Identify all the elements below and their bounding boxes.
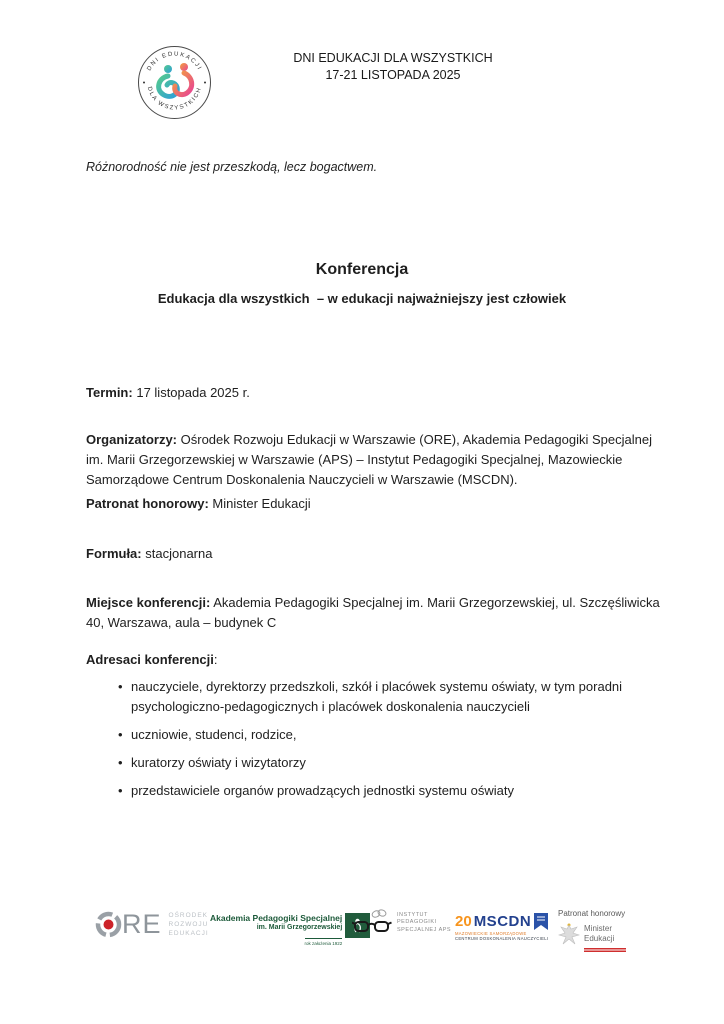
ips-logo [352, 909, 451, 937]
ips-text-line: PEDAGOGIKI [397, 919, 437, 926]
ore-ring-icon [95, 911, 122, 938]
list-item-text: nauczyciele, dyrektorzy przedszkoli, szkół i placówek systemu oświaty, w tym poradni psychologiczno-pedagogicznych i placówek doskonalenia nauczycieli [131, 679, 623, 714]
mscdn-subtitle-line2: CENTRUM DOSKONALENIA NAUCZYCIELI [455, 936, 549, 941]
mscdn-row [455, 913, 548, 930]
motto-text: Różnorodność nie jest przeszkodą, lecz bogactwem. [86, 160, 378, 174]
field-termin-value: 17 listopada 2025 r. [136, 385, 250, 400]
adresaci-section [86, 650, 676, 809]
field-organizatorzy [86, 430, 664, 490]
field-miejsce-value: Akademia Pedagogiki Specjalnej im. Marii Grzegorzewskiej, ul. Szczęśliwicka 40, Warszawa, aula – budynek C [86, 595, 660, 630]
aps-name-line1: Akademia Pedagogiki Specjalnej [210, 913, 343, 923]
ips-text-line: INSTYTUT [397, 911, 428, 918]
aps-logo [210, 913, 370, 950]
field-miejsce [86, 593, 664, 633]
ore-name [169, 911, 209, 938]
list-item [86, 677, 676, 717]
stamp-arc-top-text: DNI EDUKACJI [146, 51, 203, 73]
patronat-logo [558, 909, 626, 952]
page-title: Konferencja [315, 261, 409, 278]
ore-name-line: ROZWOJU [168, 921, 209, 928]
document-header [31, 50, 724, 84]
patronat-row [558, 922, 626, 946]
adresaci-heading-label: Adresaci konferencji [86, 652, 214, 667]
ore-letters: RE [122, 909, 162, 939]
ore-name-line: EDUKACJI [168, 930, 209, 937]
list-item [86, 781, 676, 801]
header-line2: 17-21 LISTOPADA 2025 [325, 68, 461, 82]
aps-text [210, 913, 342, 950]
mscdn-logo [455, 913, 548, 941]
ips-text [397, 912, 451, 935]
field-patronat-value: Minister Edukacji [212, 496, 311, 511]
footer-logos [0, 903, 724, 963]
ips-text-line: SPECJALNEJ APS [397, 926, 452, 933]
field-formula [86, 544, 664, 564]
list-item-text: kuratorzy oświaty i wizytatorzy [131, 755, 306, 770]
patronat-heading: Patronat honorowy [558, 909, 626, 918]
list-item [86, 753, 676, 773]
field-patronat [86, 494, 664, 514]
field-termin-label: Termin: [86, 385, 133, 400]
page-subtitle: Edukacja dla wszystkich – w edukacji najważniejszy jest człowiek [157, 291, 567, 306]
patronat-name-line1: Minister [584, 924, 613, 933]
adresaci-heading [86, 650, 676, 670]
stamp-arc-bottom-text: DLA WSZYSTKICH [145, 86, 204, 112]
field-miejsce-label: Miejsce konferencji: [86, 595, 211, 610]
ore-logo [95, 911, 209, 938]
list-item-text: przedstawiciele organów prowadzących jednostki systemu oświaty [131, 783, 514, 798]
eagle-emblem-icon [558, 922, 580, 946]
glasses-butterfly-icon [352, 909, 392, 937]
patronat-minister-name [584, 924, 614, 944]
field-patronat-label: Patronat honorowy: [86, 496, 209, 511]
aps-name-line2: im. Marii Grzegorzewskiej [256, 924, 343, 931]
list-item [86, 725, 676, 745]
mscdn-anniversary-number: 20 [455, 913, 472, 930]
field-formula-label: Formuła: [86, 546, 142, 561]
field-formula-value: stacjonarna [145, 546, 213, 561]
mscdn-book-icon [534, 913, 548, 930]
patronat-name-line2: Edukacji [584, 934, 615, 943]
adresaci-list [86, 677, 676, 801]
patronat-flag-stripe [584, 948, 626, 952]
mscdn-acronym: MSCDN [473, 913, 532, 930]
mscdn-subtitle-line1: MAZOWIECKIE SAMORZĄDOWE [455, 931, 527, 936]
field-organizatorzy-label: Organizatorzy: [86, 432, 178, 447]
ore-name-line: OŚRODEK [168, 912, 209, 919]
adresaci-heading-colon: : [213, 652, 218, 667]
header-line1: DNI EDUKACJI DLA WSZYSTKICH [293, 51, 493, 65]
aps-founded-line: rok założenia 1922 [305, 938, 343, 947]
list-item-text: uczniowie, studenci, rodzice, [131, 727, 297, 742]
field-organizatorzy-value: Ośrodek Rozwoju Edukacji w Warszawie (ORE), Akademia Pedagogiki Specjalnej im. Marii Grzegorzewskiej w Warszawie (APS) – Instytut Pedagogiki Specjalnej, Mazowieckie Samorządowe Centrum Doskonalenia Nauczycieli w Warszawie (MSCDN). [86, 432, 652, 487]
field-termin [86, 383, 664, 403]
